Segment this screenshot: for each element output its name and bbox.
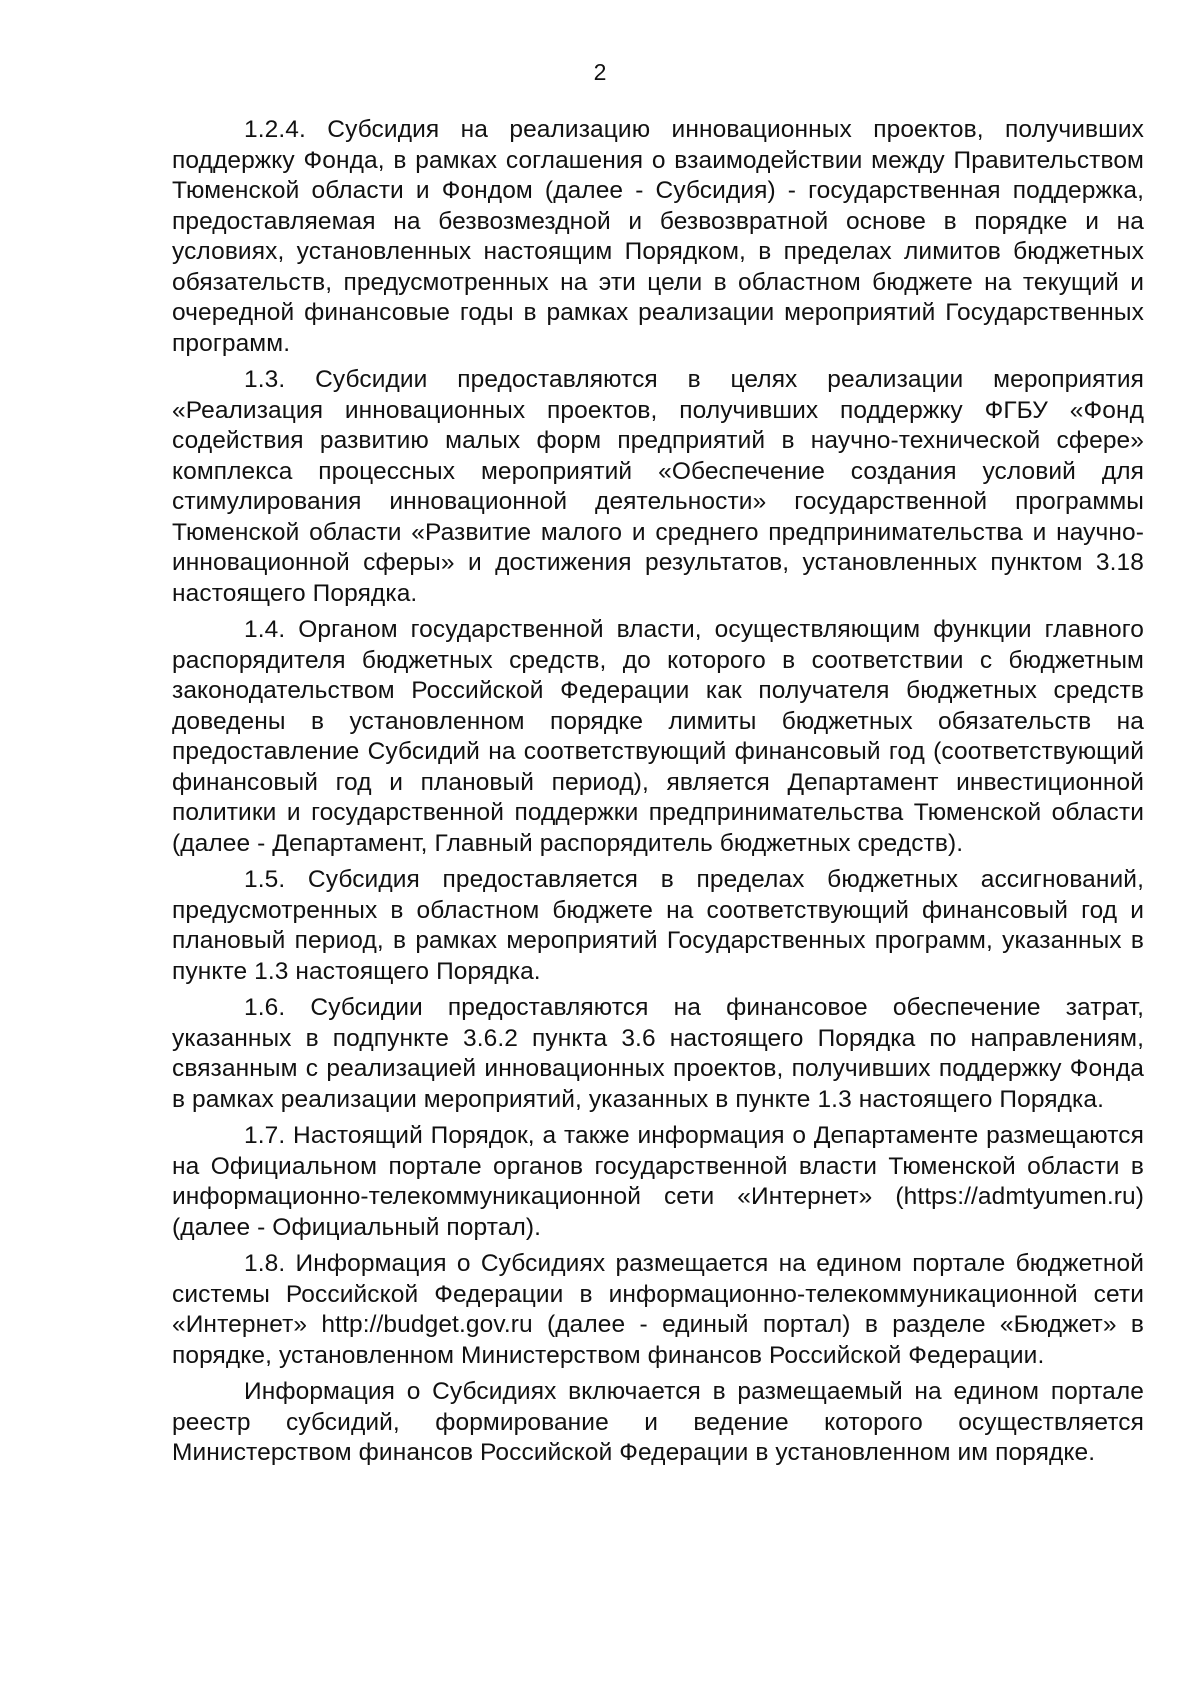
paragraph-1-6: 1.6. Субсидии предоставляются на финансовое обеспечение затрат, указанных в подпункте 3.6.2 пункта 3.6 настоящего Порядка по направлениям, связанным с реализацией инновационных проектов, получивших поддержку Фонда в рамках реализации мероприятий, указанных в пункте 1.3 настоящего Порядка. bbox=[172, 994, 1144, 1113]
paragraph-1-7: 1.7. Настоящий Порядок, а также информация о Департаменте размещаются на Официальном портале органов государственной власти Тюменской области в информационно-телекоммуникационной сети «Интернет» (https://admtyumen.ru) (далее - Официальный портал). bbox=[172, 1122, 1144, 1241]
paragraph-1-4: 1.4. Органом государственной власти, осуществляющим функции главного распорядителя бюджетных средств, до которого в соответствии с бюджетным законодательством Российской Федерации как получателя бюджетных средств доведены в установленном порядке лимиты бюджетных обязательств на предоставление Субсидий на соответствующий финансовый год (соответствующий финансовый год и плановый период), является Департамент инвестиционной политики и государственной поддержки предпринимательства Тюменской области (далее - Департамент, Главный распорядитель бюджетных средств). bbox=[172, 616, 1144, 857]
page-number: 2 bbox=[593, 59, 607, 85]
paragraph-1-2-4: 1.2.4. Субсидия на реализацию инновационных проектов, получивших поддержку Фонда, в рамках соглашения о взаимодействии между Правительством Тюменской области и Фондом (далее - Субсидия) - государственная поддержка, предоставляемая на безвозмездной и безвозвратной основе в порядке и на условиях, установленных настоящим Порядком, в пределах лимитов бюджетных обязательств, предусмотренных на эти цели в областном бюджете на текущий и очередной финансовые годы в рамках реализации мероприятий Государственных программ. bbox=[172, 116, 1144, 357]
paragraph-1-5: 1.5. Субсидия предоставляется в пределах бюджетных ассигнований, предусмотренных в областном бюджете на соответствующий финансовый год и плановый период, в рамках мероприятий Государственных программ, указанных в пункте 1.3 настоящего Порядка. bbox=[172, 866, 1144, 985]
paragraph-1-8-continued: Информация о Субсидиях включается в размещаемый на едином портале реестр субсидий, формирование и ведение которого осуществляется Министерством финансов Российской Федерации в установленном им порядке. bbox=[172, 1378, 1144, 1466]
paragraph-1-3: 1.3. Субсидии предоставляются в целях реализации мероприятия «Реализация инновационных проектов, получивших поддержку ФГБУ «Фонд содействия развитию малых форм предприятий в научно-технической сфере» комплекса процессных мероприятий «Обеспечение создания условий для стимулирования инновационной деятельности» государственной программы Тюменской области «Развитие малого и среднего предпринимательства и научно-инновационной сферы» и достижения результатов, установленных пунктом 3.18 настоящего Порядка. bbox=[172, 366, 1144, 607]
document-body bbox=[172, 115, 1144, 1475]
paragraph-1-8: 1.8. Информация о Субсидиях размещается на едином портале бюджетной системы Российской Федерации в информационно-телекоммуникационной сети «Интернет» http://budget.gov.ru (далее - единый портал) в разделе «Бюджет» в порядке, установленном Министерством финансов Российской Федерации. bbox=[172, 1250, 1144, 1369]
